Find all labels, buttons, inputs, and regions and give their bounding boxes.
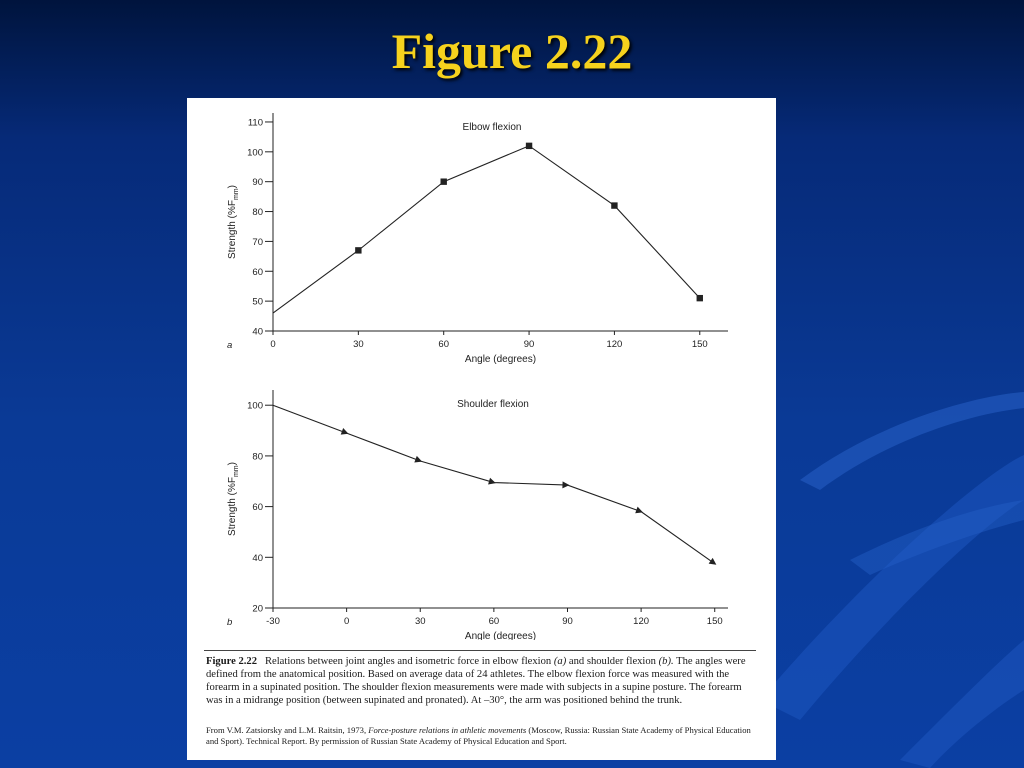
chart-b-x-tick-label: 30 xyxy=(414,616,426,627)
chart-b-y-tick-label: 100 xyxy=(247,400,263,412)
chart-b-x-tick-label: 0 xyxy=(343,616,350,627)
caption-italic-a: (a) xyxy=(553,656,567,667)
chart-b-x-tick-label: 60 xyxy=(488,616,500,627)
chart-b-title: Shoulder flexion xyxy=(457,399,529,410)
figure-panel xyxy=(187,98,776,760)
chart-a-series-line xyxy=(273,146,700,313)
chart-a-data-point xyxy=(611,202,617,208)
source-text-2: (Moscow, Russia: Russian State Academy of Physical Education and Sport). Technical Report. By permission of Russian State Academy of Physical Education and Sport. xyxy=(206,725,751,746)
chart-a-data-point xyxy=(697,295,703,301)
chart-b-x-tick-label: -30 xyxy=(266,616,280,627)
caption-italic-b: (b). xyxy=(658,656,674,667)
chart-a-data-point xyxy=(441,178,447,184)
chart-a-title: Elbow flexion xyxy=(462,122,522,133)
chart-a-x-tick-label: 60 xyxy=(438,339,449,350)
chart-b-data-point xyxy=(488,478,496,485)
caption-text-1: Relations between joint angles and isometric force in elbow flexion xyxy=(264,656,552,667)
chart-a-y-tick-label: 70 xyxy=(252,236,263,248)
caption-text-2: and shoulder flexion xyxy=(568,656,656,667)
chart-b-x-tick-label: 150 xyxy=(706,616,723,627)
chart-b-series-line xyxy=(273,405,715,563)
elbow-flexion-chart xyxy=(187,98,776,378)
chart-b-panel-letter: b xyxy=(227,617,233,628)
chart-a-y-tick-label: 60 xyxy=(252,266,263,278)
source-italic-title: Force-posture relations in athletic movements xyxy=(368,725,527,735)
chart-b-data-point xyxy=(709,558,717,565)
chart-a-y-tick-label: 50 xyxy=(252,296,263,308)
chart-b-x-label: Angle (degrees) xyxy=(464,631,537,640)
chart-b-y-tick-label: 80 xyxy=(252,451,263,463)
chart-b-y-tick-label: 60 xyxy=(252,502,263,514)
caption-divider xyxy=(204,650,756,651)
chart-b-y-label: Strength $(\%F_{mm})$ xyxy=(227,462,240,536)
source-text-1: From V.M. Zatsiorsky and L.M. Raitsin, 1973, xyxy=(206,725,367,735)
chart-a-x-label: Angle (degrees) xyxy=(464,354,537,365)
chart-a-y-tick-label: 80 xyxy=(252,207,263,219)
chart-a-x-tick-label: 120 xyxy=(606,339,623,350)
chart-a-x-tick-label: 30 xyxy=(353,339,364,350)
chart-a-y-label: Strength $(\%F_{mm})$ xyxy=(227,185,240,259)
chart-b-y-tick-label: 40 xyxy=(252,552,263,564)
caption-label: Figure 2.22 xyxy=(206,656,258,667)
shoulder-flexion-chart xyxy=(187,380,776,640)
chart-b-x-tick-label: 90 xyxy=(562,616,573,627)
chart-a-y-tick-label: 100 xyxy=(247,147,263,159)
chart-a-x-tick-label: 90 xyxy=(523,339,535,350)
chart-a-y-tick-label: 90 xyxy=(252,177,263,189)
caption-text-3: The angles were defined from the anatomical position. Based on average data of 24 athletes. The elbow flexion force was measured with the forearm in a supinated position. The shoulder flexion measurements were made with subjects in a supine posture. The forearm was in a midrange position (between supinated and pronated). At –30°, the arm was positioned behind the trunk. xyxy=(206,656,746,707)
chart-a-y-tick-label: 40 xyxy=(252,326,263,338)
figure-caption xyxy=(206,655,751,707)
chart-a-x-tick-label: 150 xyxy=(691,339,708,350)
chart-b-data-point xyxy=(562,481,569,488)
figure-source xyxy=(206,725,756,747)
chart-a-data-point xyxy=(526,143,532,149)
chart-a-panel-letter: a xyxy=(227,340,233,351)
chart-a-y-tick-label: 110 xyxy=(247,117,263,129)
chart-a-data-point xyxy=(355,247,361,253)
chart-b-x-tick-label: 120 xyxy=(633,616,650,627)
chart-a-x-tick-label: 0 xyxy=(270,339,276,350)
slide-title: Figure 2.22 xyxy=(391,23,633,79)
chart-b-y-tick-label: 20 xyxy=(252,603,263,615)
